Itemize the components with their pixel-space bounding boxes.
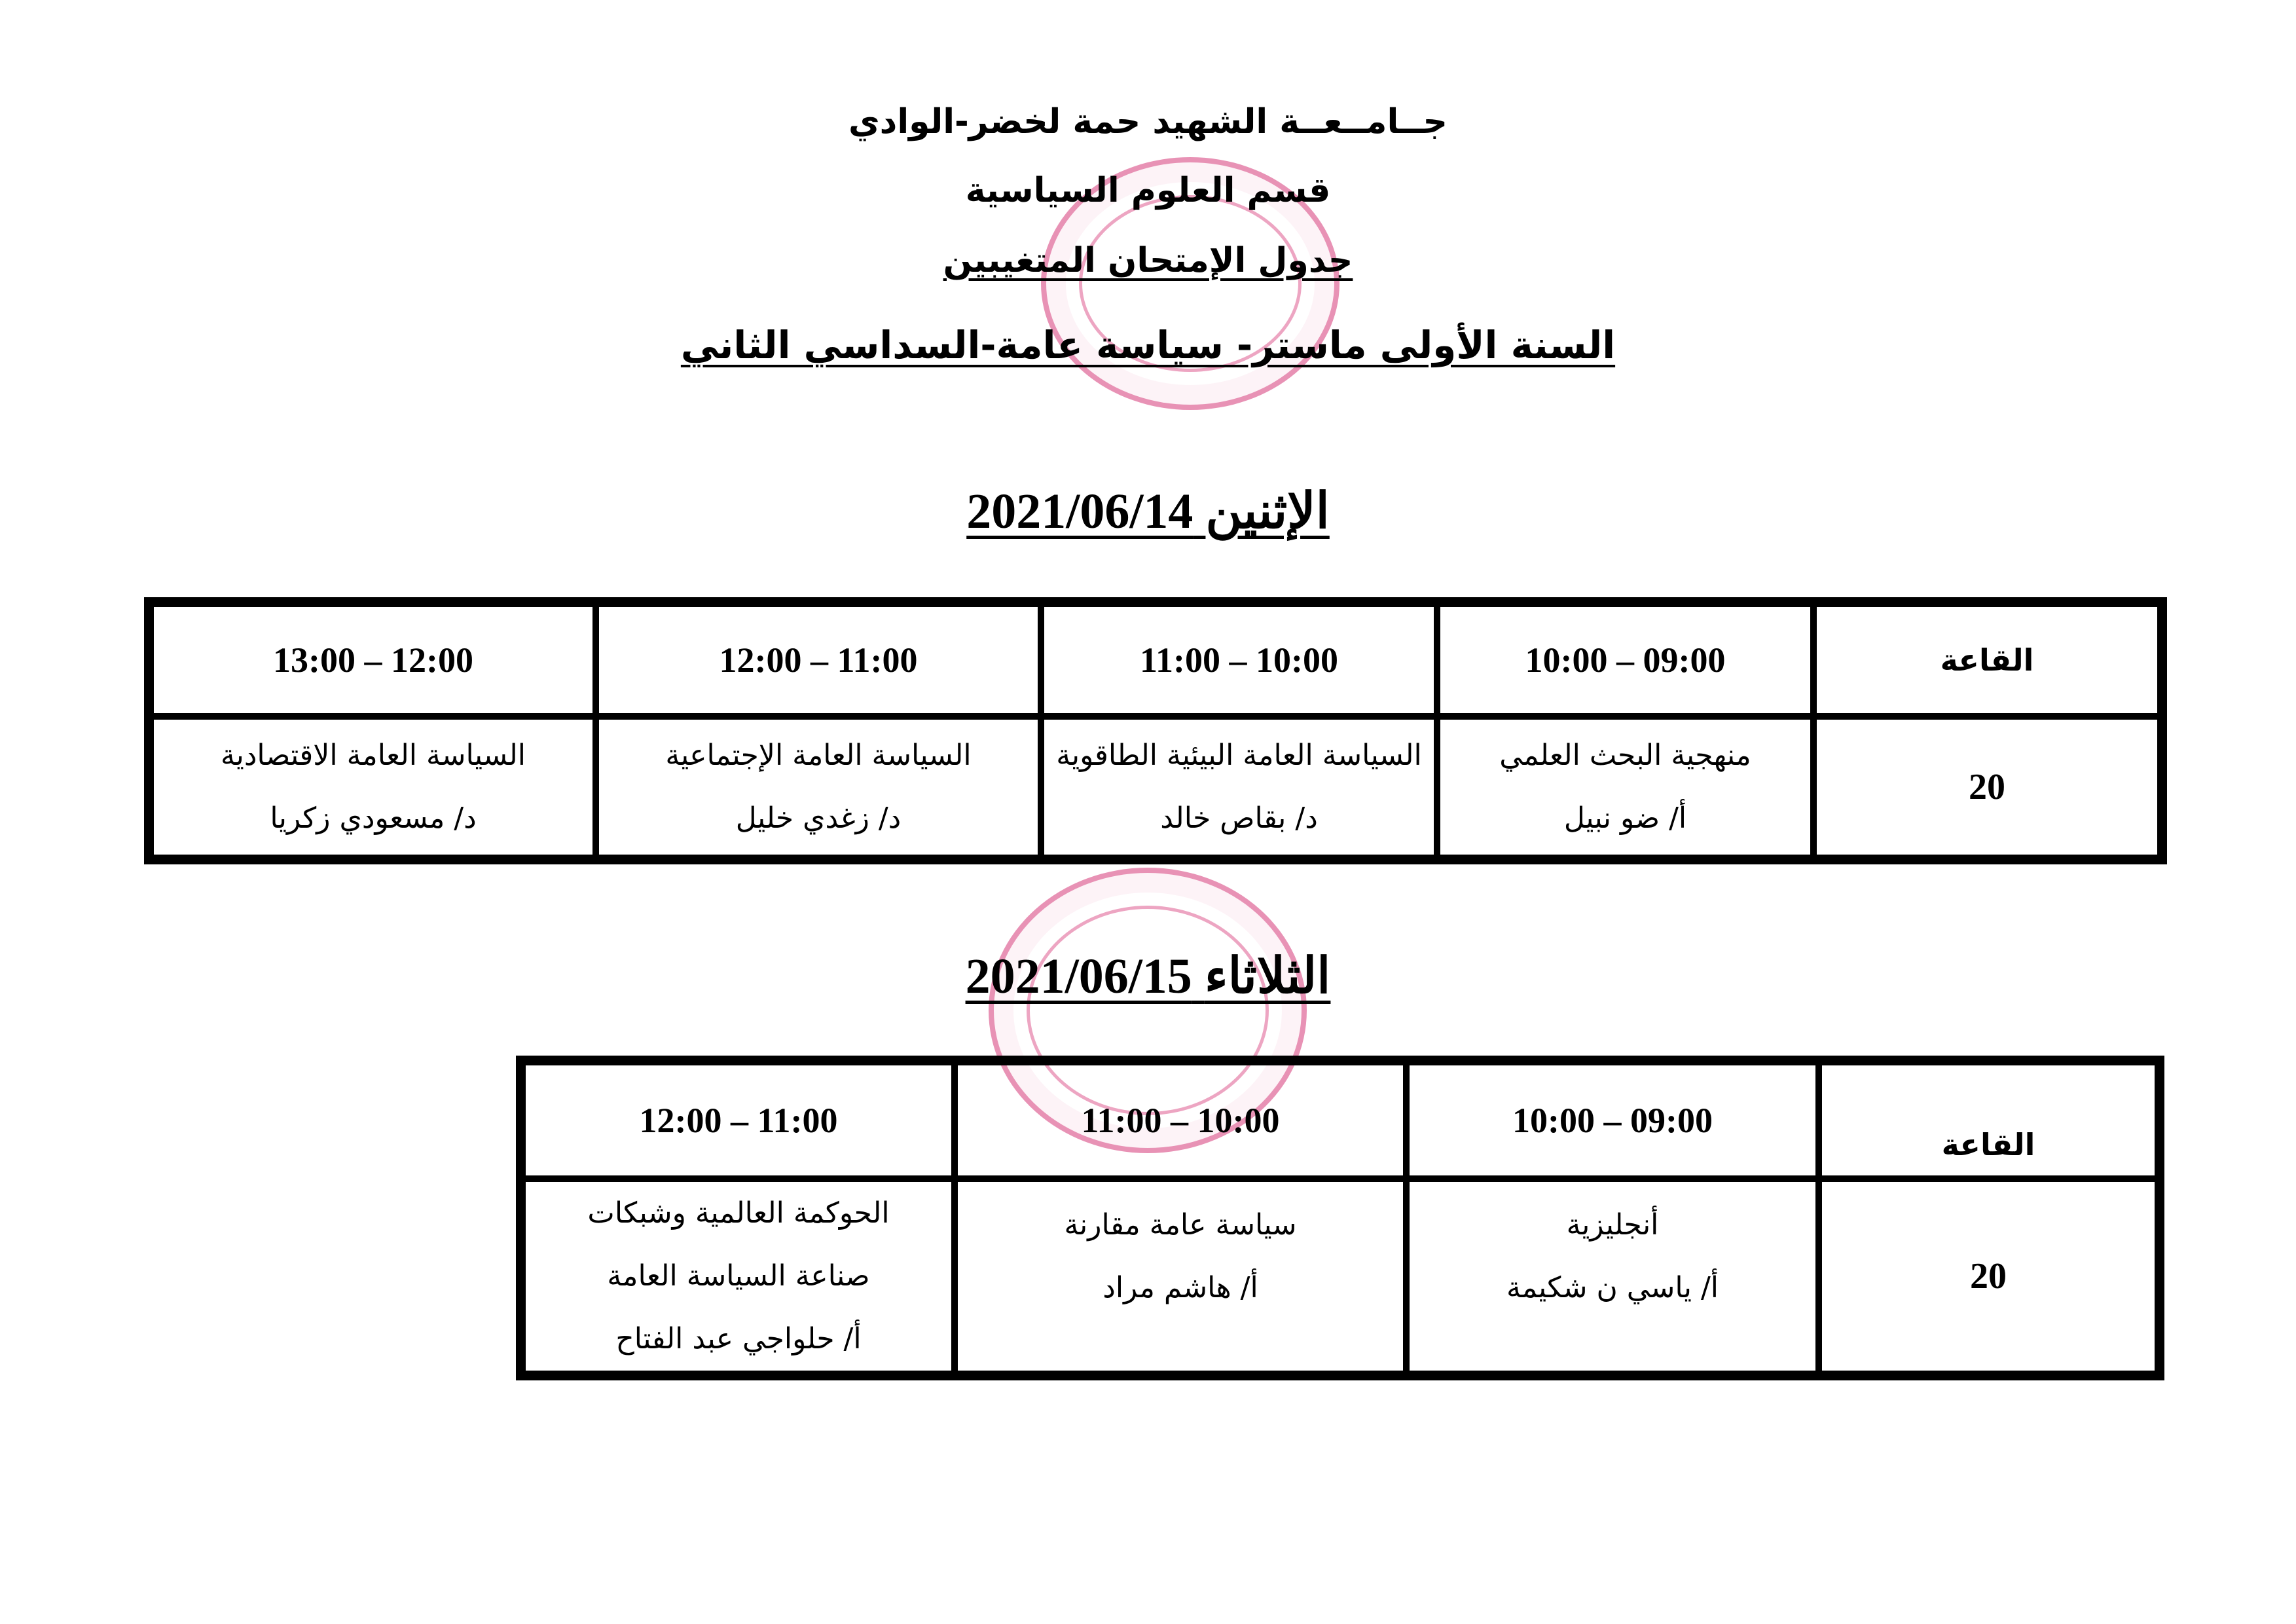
day2-name: الثلاثاء (1204, 949, 1331, 1004)
day1-name: الإثنين (1205, 484, 1330, 539)
subject-name-line2: صناعة السياسة العامة (607, 1259, 870, 1293)
program-title: السنة الأولى ماستر- سياسة عامة-السداسي الثاني (680, 323, 1616, 367)
day2-room-cell: 20 (1819, 1179, 2158, 1374)
teacher-name: أ/ ضو نبيل (1563, 802, 1687, 835)
day2-hall-header: القاعة (1819, 1062, 2158, 1179)
day1-room-cell: 20 (1813, 716, 2160, 858)
day2-schedule-table (516, 1056, 2164, 1380)
day1-exam-cell (596, 716, 1041, 858)
university-name: جــامــعــة الشهيد حمة لخضر-الوادي (848, 102, 1448, 141)
teacher-name: د/ بقاص خالد (1160, 802, 1318, 835)
day1-time-header: 11:00 – 10:00 (1041, 604, 1437, 716)
day1-exam-cell (1041, 716, 1437, 858)
day2-time-header: 11:00 – 10:00 (955, 1062, 1406, 1179)
subject-name: أنجليزية (1566, 1208, 1659, 1242)
day1-date: 2021/06/14 (966, 484, 1194, 539)
subject-name: سياسة عامة مقارنة (1064, 1208, 1297, 1242)
day1-hall-header: القاعة (1813, 604, 2160, 716)
day2-exam-cell (955, 1179, 1406, 1374)
subject-name: منهجية البحث العلمي (1499, 739, 1751, 772)
day2-date-heading (0, 946, 2296, 1005)
day1-time-header: 13:00 – 12:00 (151, 604, 596, 716)
day1-exam-cell (1437, 716, 1813, 858)
day1-exam-cell (151, 716, 596, 858)
subject-name: الحوكمة العالمية وشبكات (587, 1196, 890, 1230)
day2-time-header: 12:00 – 11:00 (522, 1062, 955, 1179)
day1-date-heading (0, 481, 2296, 540)
day2-date: 2021/06/15 (965, 949, 1192, 1004)
document-title: جدول الإمتحان المتغيبين (943, 241, 1353, 280)
day2-exam-cell (1406, 1179, 1819, 1374)
subject-name: السياسة العامة البيئية الطاقوية (1056, 739, 1422, 772)
teacher-name: أ/ هاشم مراد (1102, 1271, 1258, 1304)
subject-name: السياسة العامة الإجتماعية (665, 739, 972, 772)
teacher-name: د/ مسعودي زكريا (270, 802, 477, 835)
teacher-name: أ/ ياسي ن شكيمة (1506, 1271, 1719, 1304)
day2-exam-cell (522, 1179, 955, 1374)
day1-schedule-table (144, 597, 2167, 864)
teacher-name: د/ زغدي خليل (735, 802, 902, 835)
department-name: قسم العلوم السياسية (965, 171, 1331, 210)
subject-name: السياسة العامة الاقتصادية (220, 739, 526, 772)
teacher-name: أ/ حلواجي عبد الفتاح (615, 1322, 862, 1356)
day1-time-header: 10:00 – 09:00 (1437, 604, 1813, 716)
day2-time-header: 10:00 – 09:00 (1406, 1062, 1819, 1179)
day1-time-header: 12:00 – 11:00 (596, 604, 1041, 716)
